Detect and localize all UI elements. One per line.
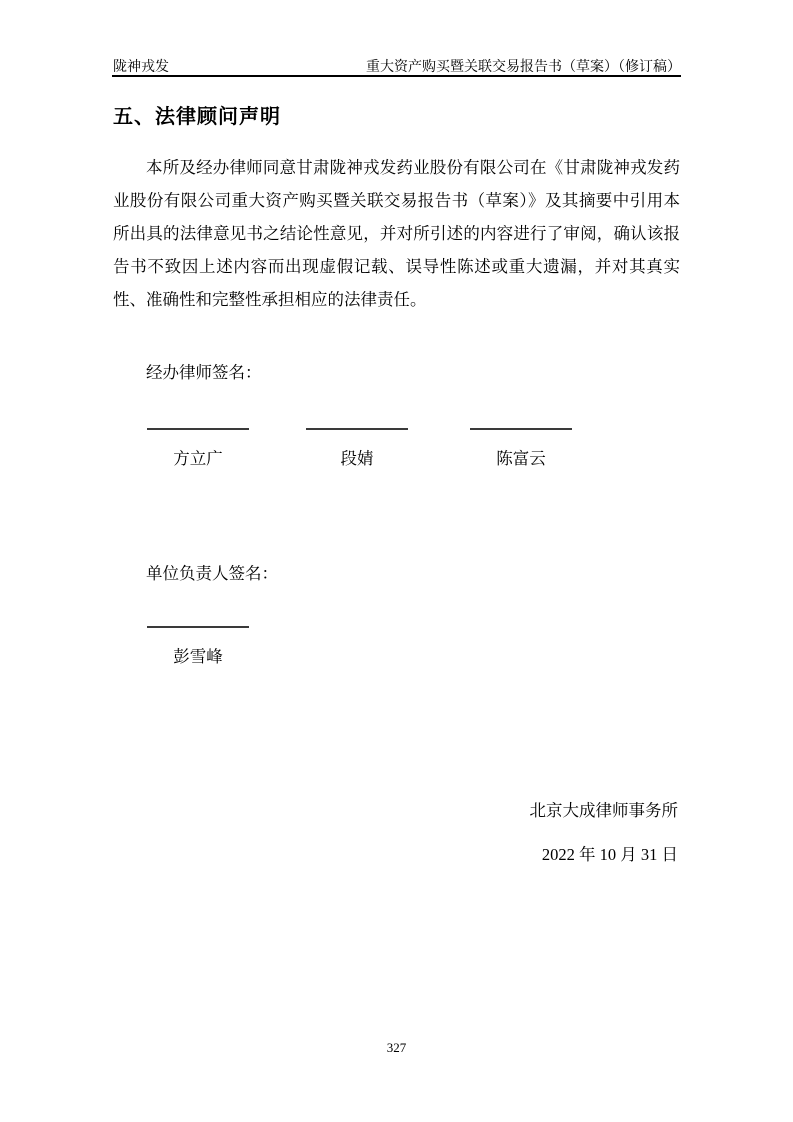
signature-line <box>147 428 249 430</box>
statement-date: 2022 年 10 月 31 日 <box>541 845 678 864</box>
header-divider-line <box>112 75 681 77</box>
lawyer-signature-slot <box>147 428 249 469</box>
law-firm-name: 北京大成律师事务所 <box>529 801 678 820</box>
lawyer-signature-slot <box>470 428 572 469</box>
header-report-title: 重大资产购买暨关联交易报告书（草案）（修订稿） <box>366 60 681 75</box>
unit-head-signature-label: 单位负责人签名： <box>146 564 278 583</box>
lawyer-signature-slot <box>306 428 408 469</box>
page-number: 327 <box>386 1040 407 1055</box>
lawyer-name: 段婧 <box>340 449 374 468</box>
signature-line <box>470 428 572 430</box>
lawyer-signature-label: 经办律师签名： <box>146 363 262 382</box>
statement-paragraph: 本所及经办律师同意甘肃陇神戎发药业股份有限公司在《甘肃陇神戎发药业股份有限公司重大资产购买暨关联交易报告书（草案）》及其摘要中引用本所出具的法律意见书之结论性意见，并对所引述的内容进行了审阅，确认该报告书不致因上述内容而出现虚假记载、误导性陈述或重大遗漏，并对其真实性、准确性和完整性承担相应的法律责任。 <box>113 158 680 309</box>
unit-head-signature-slot <box>147 626 249 667</box>
section-title: 五、法律顾问声明 <box>113 106 281 128</box>
lawyer-name: 陈富云 <box>496 449 546 468</box>
unit-head-name: 彭雪峰 <box>173 647 223 666</box>
signature-line <box>306 428 408 430</box>
lawyer-name: 方立广 <box>173 449 223 468</box>
header-company-short-name: 陇神戎发 <box>113 60 169 75</box>
signature-line <box>147 626 249 628</box>
